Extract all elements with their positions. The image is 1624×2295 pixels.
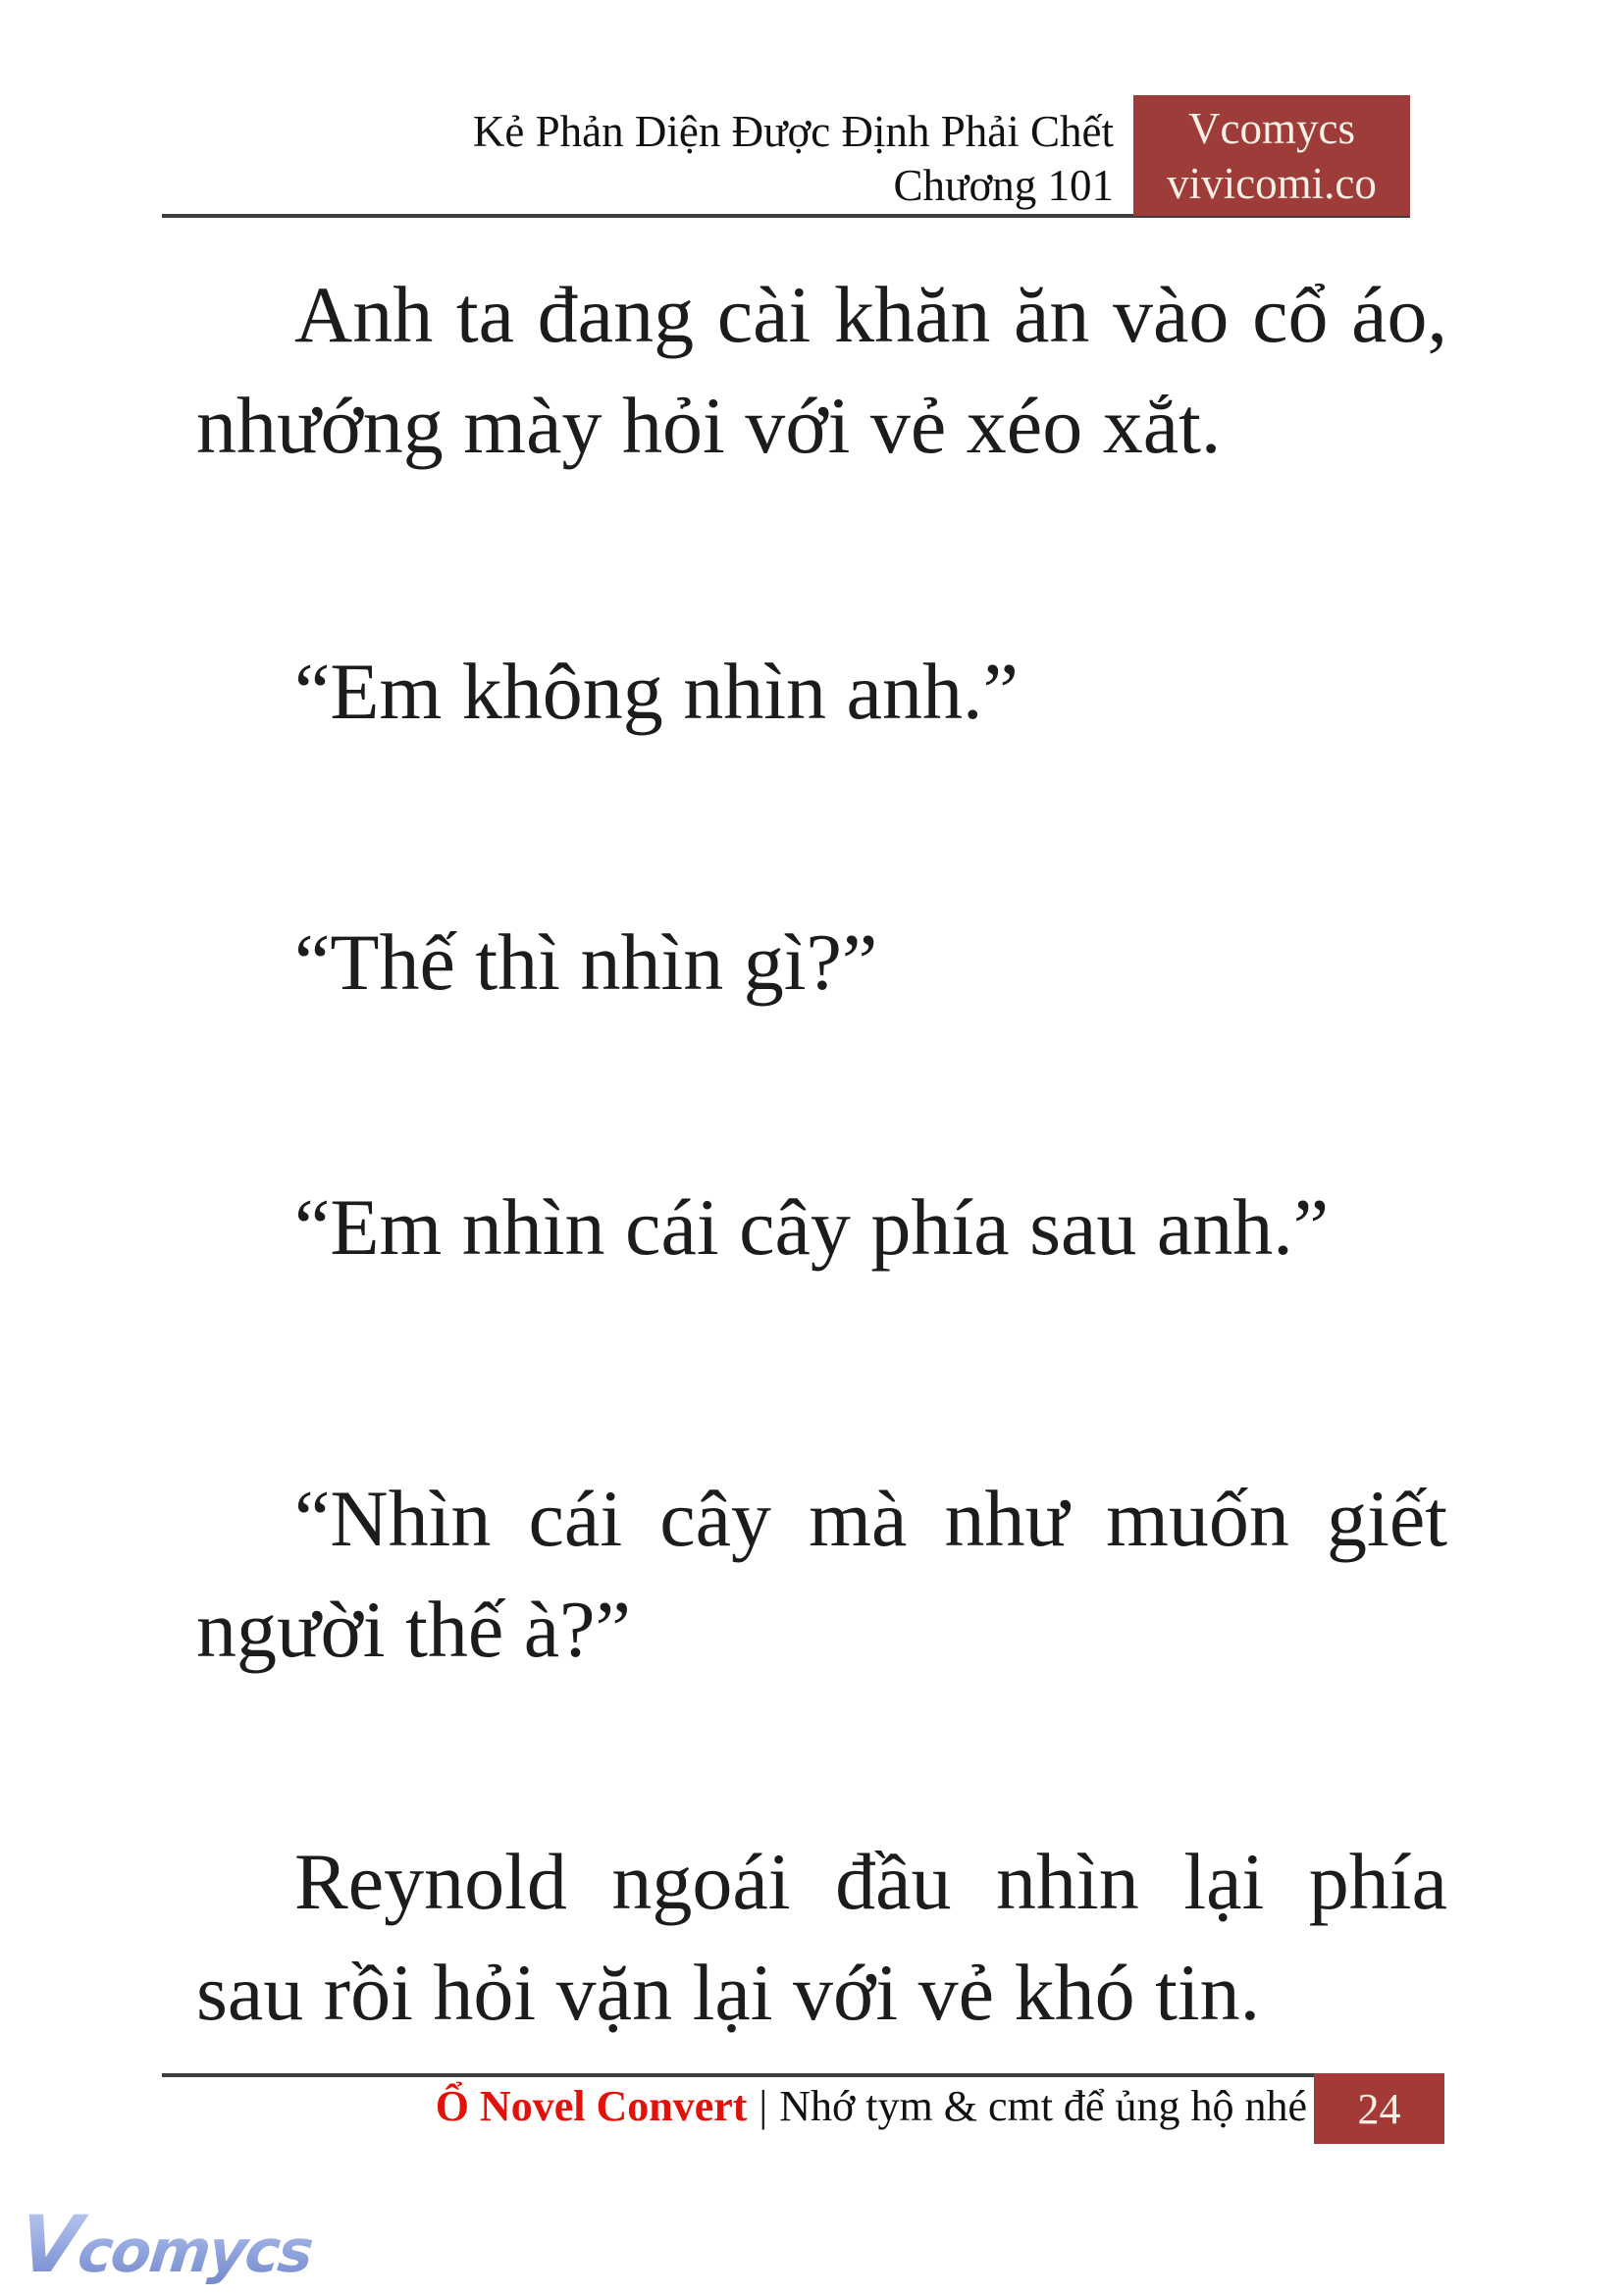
credit-note: Nhớ tym & cmt để ủng hộ nhé [779,2082,1307,2130]
page-number: 24 [1357,2084,1401,2133]
book-title: Kẻ Phản Diện Được Định Phải Chết [472,107,1114,156]
paragraph [196,907,1447,1017]
footer-credit-line [436,2081,1307,2132]
badge-group-name: Vcomycs [1188,103,1355,153]
text-line: “Nhìn cái cây mà như muốn giết [294,1474,1447,1563]
text-line: sau rồi hỏi vặn lại với vẻ khó tin. [196,1948,1261,2037]
paragraph [196,1463,1447,1685]
page-number-badge [1314,2073,1444,2144]
translator-badge [1133,95,1410,216]
text-line: người thế à?” [196,1585,631,1674]
paragraph [196,1172,1447,1282]
text-line: Reynold ngoái đầu nhìn lại phía [294,1837,1447,1926]
text-line: Anh ta đang cài khăn ăn vào cổ áo, [294,270,1447,359]
credit-group-name: Ổ Novel Convert [435,2082,748,2130]
paragraph [196,636,1447,747]
paragraph [196,259,1447,481]
footer-divider [162,2073,1314,2077]
text-line: “Thế thì nhìn gì?” [294,917,878,1007]
body-text [196,0,1447,2295]
text-line: “Em nhìn cái cây phía sau anh.” [294,1182,1330,1272]
paragraph [196,1826,1447,2048]
badge-site-url: vivicomi.co [1167,158,1377,208]
vcomycs-watermark-logo: Vcomycs [15,2199,315,2290]
credit-separator: | [759,2082,768,2130]
text-line: “Em không nhìn anh.” [294,647,1019,736]
text-line: nhướng mày hỏi với vẻ xéo xắt. [196,381,1222,470]
chapter-number: Chương 101 [893,161,1114,210]
